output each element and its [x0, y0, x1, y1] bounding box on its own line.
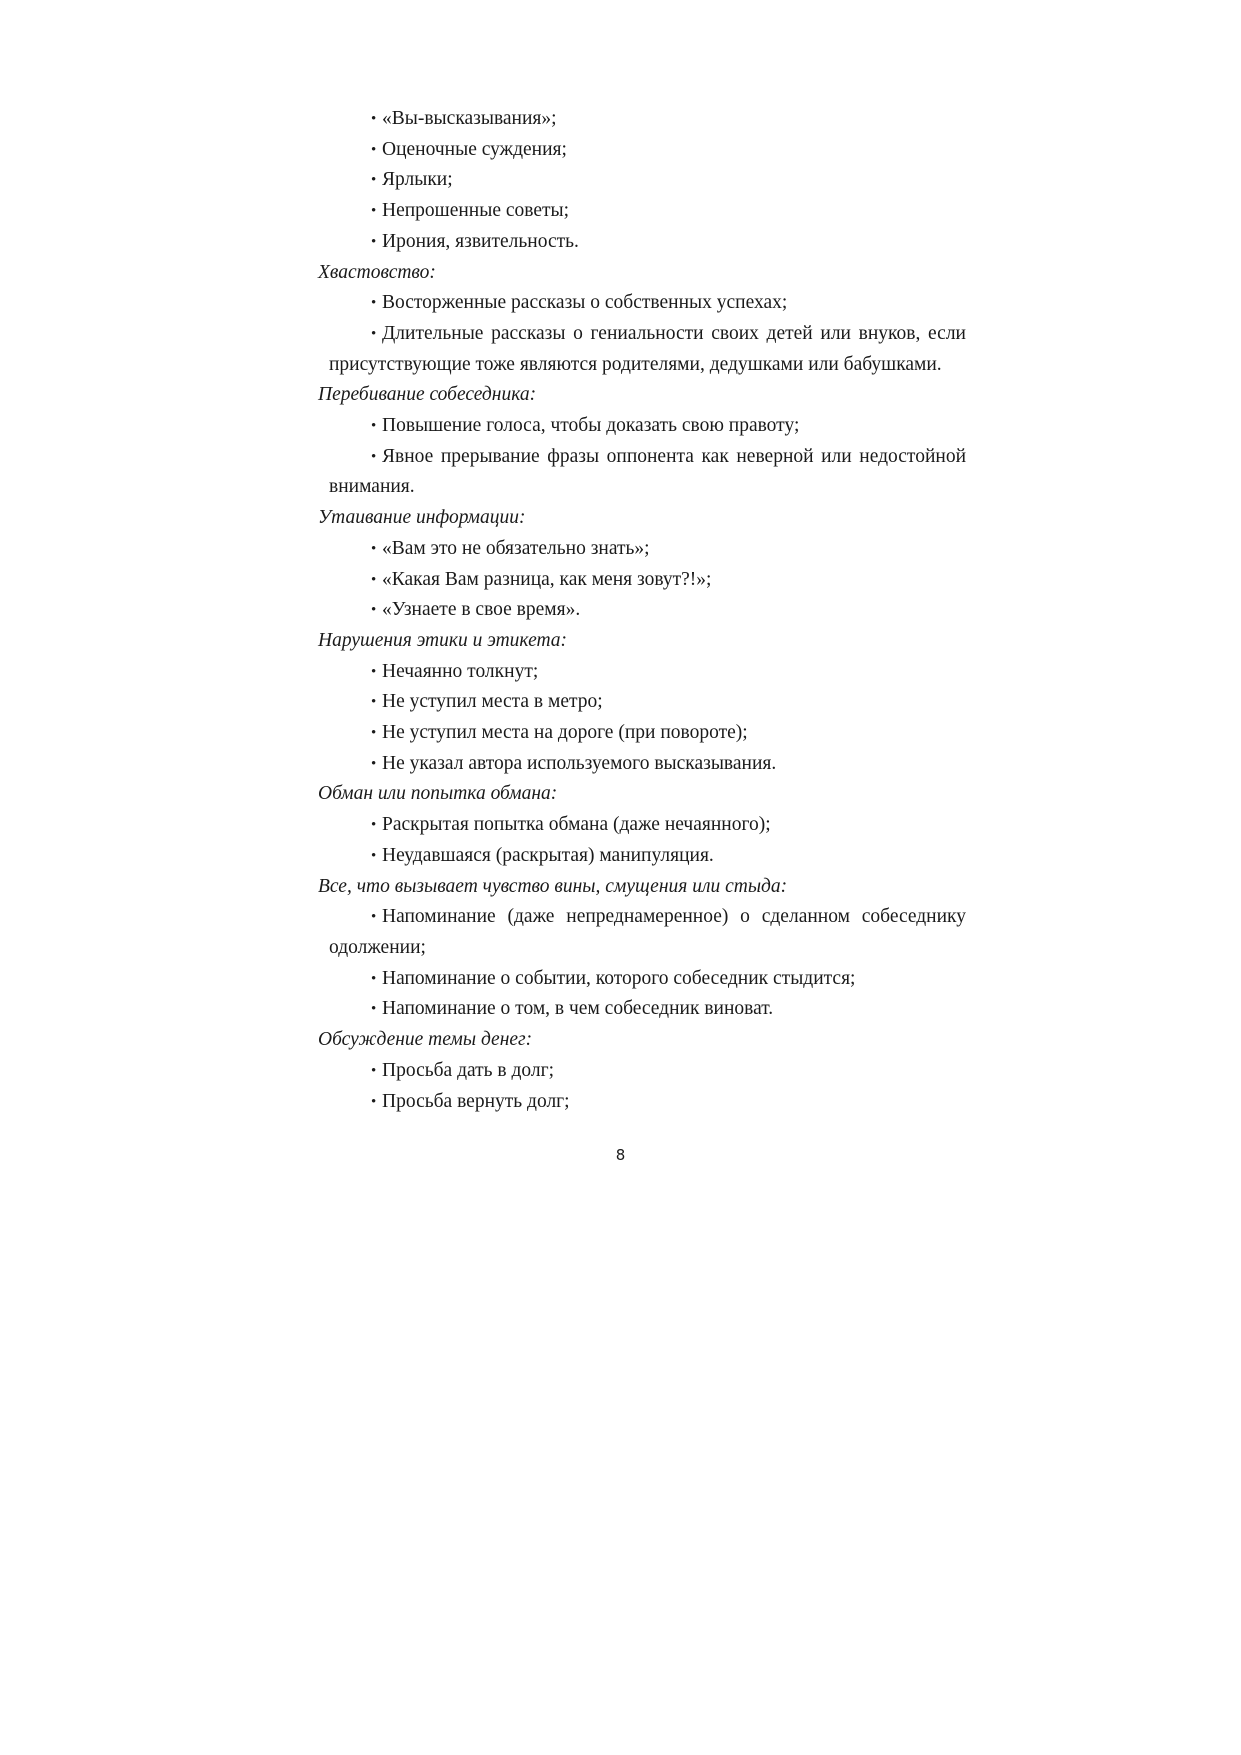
section-list — [318, 1056, 966, 1117]
list-item: • Просьба вернуть долг; — [318, 1087, 966, 1118]
section-list — [318, 810, 966, 871]
list-item: • Повышение голоса, чтобы доказать свою правоту; — [318, 411, 966, 442]
section-heading: Утаивание информации: — [318, 507, 526, 529]
bullet-icon: • — [371, 571, 377, 588]
section-heading: Обсуждение темы денег: — [318, 1029, 533, 1051]
list-item: • Явное прерывание фразы оппонента как неверной или недостойной внимания. — [318, 442, 966, 503]
section-heading: Хвастовство: — [318, 261, 436, 283]
bullet-icon: • — [371, 448, 377, 465]
list-item: • Напоминание (даже непреднамеренное) о сделанном собеседнику одолжении; — [318, 902, 966, 963]
list-item: • Не уступил места в метро; — [318, 687, 966, 718]
list-item: • Не уступил места на дороге (при повороте); — [318, 718, 966, 749]
bullet-icon: • — [371, 325, 377, 342]
list-item: • Неудавшаяся (раскрытая) манипуляция. — [318, 841, 966, 872]
section-heading: Все, что вызывает чувство вины, смущения или стыда: — [318, 875, 788, 897]
list-item: • Ирония, язвительность. — [318, 227, 966, 258]
list-item: • Восторженные рассказы о собственных успехах; — [318, 288, 966, 319]
bullet-icon: • — [371, 663, 377, 680]
page-content — [318, 104, 966, 1117]
list-item: • Не указал автора используемого высказывания. — [318, 749, 966, 780]
bullet-icon: • — [371, 111, 377, 127]
list-item: • Нечаянно толкнут; — [318, 657, 966, 688]
bullet-icon: • — [371, 295, 377, 312]
bullet-icon: • — [371, 755, 377, 772]
bullet-icon: • — [371, 970, 377, 987]
list-item: • «Вам это не обязательно знать»; — [318, 534, 966, 565]
bullet-icon: • — [371, 540, 377, 557]
intro-list — [318, 104, 966, 258]
section-heading: Перебивание собеседника: — [318, 384, 537, 406]
list-item: • «Какая Вам разница, как меня зовут?!»; — [318, 565, 966, 596]
list-item: • Оценочные суждения; — [318, 135, 966, 166]
bullet-icon: • — [371, 725, 377, 742]
bullet-icon: • — [371, 1093, 377, 1110]
section-list — [318, 288, 966, 380]
bullet-icon: • — [371, 418, 377, 435]
section-list — [318, 411, 966, 503]
bullet-icon: • — [371, 141, 377, 158]
section-heading: Нарушения этики и этикета: — [318, 629, 568, 651]
list-item: • Просьба дать в долг; — [318, 1056, 966, 1087]
list-item: • Ярлыки; — [318, 165, 966, 196]
bullet-icon: • — [371, 203, 377, 220]
section-heading: Обман или попытка обмана: — [318, 783, 558, 805]
bullet-icon: • — [371, 817, 377, 834]
list-item: • «Узнаете в свое время». — [318, 595, 966, 626]
list-item: • Раскрытая попытка обмана (даже нечаянного); — [318, 810, 966, 841]
bullet-icon: • — [371, 172, 377, 189]
section-list — [318, 534, 966, 626]
list-item: • Напоминание о событии, которого собеседник стыдится; — [318, 964, 966, 995]
bullet-icon: • — [371, 909, 377, 926]
bullet-icon: • — [371, 1001, 377, 1018]
list-item: • Непрошенные советы; — [318, 196, 966, 227]
section-list — [318, 657, 966, 780]
page-number: 8 — [615, 1146, 626, 1164]
section-list — [318, 902, 966, 1025]
bullet-icon: • — [371, 233, 377, 250]
bullet-icon: • — [371, 847, 377, 864]
bullet-icon: • — [371, 602, 377, 619]
list-item: • «Вы-высказывания»; — [318, 104, 966, 135]
bullet-icon: • — [371, 694, 377, 711]
list-item: • Напоминание о том, в чем собеседник виноват. — [318, 994, 966, 1025]
list-item: • Длительные рассказы о гениальности своих детей или внуков, если присутствующие тоже являются родителями, дедушками или бабушками. — [318, 319, 966, 380]
bullet-icon: • — [371, 1062, 377, 1079]
